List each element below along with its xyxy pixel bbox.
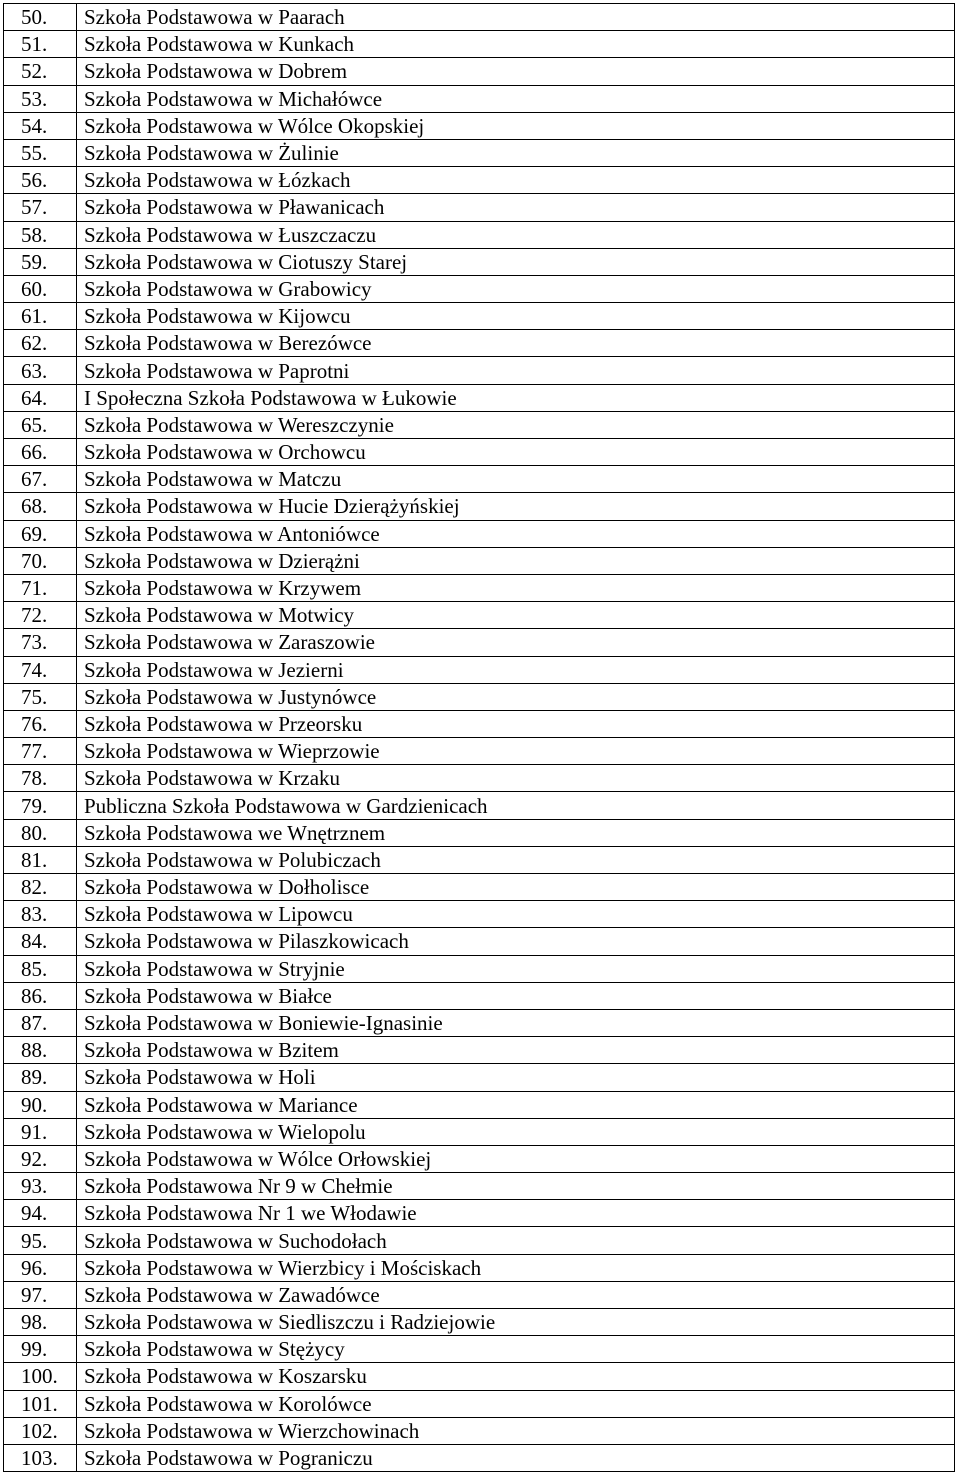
row-number: 84.: [4, 928, 77, 955]
school-name: Szkoła Podstawowa w Paarach: [77, 4, 955, 31]
row-number: 96.: [4, 1254, 77, 1281]
row-number: 51.: [4, 31, 77, 58]
table-row: [4, 411, 955, 438]
school-name: Szkoła Podstawowa w Dobrem: [77, 58, 955, 85]
row-number: 61.: [4, 303, 77, 330]
school-name: Szkoła Podstawowa w Bzitem: [77, 1037, 955, 1064]
school-name: Szkoła Podstawowa w Pograniczu: [77, 1444, 955, 1471]
row-number: 55.: [4, 139, 77, 166]
school-name: Szkoła Podstawowa w Siedliszczu i Radziejowie: [77, 1309, 955, 1336]
table-row: [4, 439, 955, 466]
school-name: Szkoła Podstawowa w Lipowcu: [77, 901, 955, 928]
table-row: [4, 167, 955, 194]
row-number: 100.: [4, 1363, 77, 1390]
row-number: 78.: [4, 765, 77, 792]
table-row: [4, 602, 955, 629]
school-name: Szkoła Podstawowa w Matczu: [77, 466, 955, 493]
school-name: Szkoła Podstawowa w Suchodołach: [77, 1227, 955, 1254]
table-row: [4, 629, 955, 656]
row-number: 69.: [4, 520, 77, 547]
school-name: Szkoła Podstawowa w Holi: [77, 1064, 955, 1091]
table-row: [4, 710, 955, 737]
school-name: Szkoła Podstawowa w Krzywem: [77, 574, 955, 601]
school-name: Szkoła Podstawowa w Białce: [77, 982, 955, 1009]
row-number: 92.: [4, 1145, 77, 1172]
row-number: 91.: [4, 1118, 77, 1145]
school-name: Szkoła Podstawowa w Łuszczaczu: [77, 221, 955, 248]
table-row: [4, 1118, 955, 1145]
school-name: Szkoła Podstawowa w Zaraszowie: [77, 629, 955, 656]
school-name: I Społeczna Szkoła Podstawowa w Łukowie: [77, 384, 955, 411]
table-row: [4, 1417, 955, 1444]
school-name: Szkoła Podstawowa w Koszarsku: [77, 1363, 955, 1390]
row-number: 50.: [4, 4, 77, 31]
row-number: 87.: [4, 1009, 77, 1036]
row-number: 64.: [4, 384, 77, 411]
school-name: Szkoła Podstawowa w Pławanicach: [77, 194, 955, 221]
table-row: [4, 1145, 955, 1172]
school-name: Szkoła Podstawowa w Dzierążni: [77, 547, 955, 574]
table-row: [4, 846, 955, 873]
table-row: [4, 466, 955, 493]
table-row: [4, 520, 955, 547]
row-number: 65.: [4, 411, 77, 438]
row-number: 81.: [4, 846, 77, 873]
school-name: Szkoła Podstawowa w Grabowicy: [77, 275, 955, 302]
school-name: Szkoła Podstawowa w Mariance: [77, 1091, 955, 1118]
row-number: 99.: [4, 1336, 77, 1363]
row-number: 93.: [4, 1173, 77, 1200]
school-name: Szkoła Podstawowa w Paprotni: [77, 357, 955, 384]
row-number: 62.: [4, 330, 77, 357]
table-row: [4, 955, 955, 982]
table-row: [4, 31, 955, 58]
school-name: Szkoła Podstawowa w Justynówce: [77, 683, 955, 710]
table-row: [4, 330, 955, 357]
row-number: 101.: [4, 1390, 77, 1417]
table-row: [4, 1064, 955, 1091]
table-row: [4, 982, 955, 1009]
school-name: Szkoła Podstawowa w Dołholisce: [77, 874, 955, 901]
row-number: 79.: [4, 792, 77, 819]
row-number: 53.: [4, 85, 77, 112]
table-row: [4, 1200, 955, 1227]
table-row: [4, 819, 955, 846]
row-number: 63.: [4, 357, 77, 384]
school-name: Szkoła Podstawowa w Żulinie: [77, 139, 955, 166]
row-number: 70.: [4, 547, 77, 574]
school-name: Szkoła Podstawowa w Przeorsku: [77, 710, 955, 737]
school-name: Szkoła Podstawowa w Wierzbicy i Mościskach: [77, 1254, 955, 1281]
table-row: [4, 792, 955, 819]
table-row: [4, 139, 955, 166]
row-number: 77.: [4, 738, 77, 765]
row-number: 71.: [4, 574, 77, 601]
school-list-body: [4, 4, 955, 1472]
table-row: [4, 112, 955, 139]
school-name: Szkoła Podstawowa w Zawadówce: [77, 1281, 955, 1308]
school-name: Szkoła Podstawowa w Wólce Okopskiej: [77, 112, 955, 139]
table-row: [4, 1173, 955, 1200]
school-name: Szkoła Podstawowa w Michałówce: [77, 85, 955, 112]
table-row: [4, 1091, 955, 1118]
row-number: 83.: [4, 901, 77, 928]
table-row: [4, 1390, 955, 1417]
table-row: [4, 1037, 955, 1064]
row-number: 102.: [4, 1417, 77, 1444]
row-number: 85.: [4, 955, 77, 982]
row-number: 94.: [4, 1200, 77, 1227]
table-row: [4, 221, 955, 248]
row-number: 58.: [4, 221, 77, 248]
table-row: [4, 357, 955, 384]
table-row: [4, 493, 955, 520]
school-name: Szkoła Podstawowa w Krzaku: [77, 765, 955, 792]
school-name: Szkoła Podstawowa w Wierzchowinach: [77, 1417, 955, 1444]
table-row: [4, 4, 955, 31]
row-number: 60.: [4, 275, 77, 302]
row-number: 86.: [4, 982, 77, 1009]
table-row: [4, 1336, 955, 1363]
school-name: Szkoła Podstawowa w Stężycy: [77, 1336, 955, 1363]
table-row: [4, 1254, 955, 1281]
row-number: 72.: [4, 602, 77, 629]
row-number: 88.: [4, 1037, 77, 1064]
school-name: Szkoła Podstawowa w Antoniówce: [77, 520, 955, 547]
school-name: Szkoła Podstawowa w Wielopolu: [77, 1118, 955, 1145]
table-row: [4, 1309, 955, 1336]
school-name: Szkoła Podstawowa Nr 9 w Chełmie: [77, 1173, 955, 1200]
row-number: 57.: [4, 194, 77, 221]
table-row: [4, 194, 955, 221]
school-name: Szkoła Podstawowa w Kunkach: [77, 31, 955, 58]
row-number: 59.: [4, 248, 77, 275]
row-number: 66.: [4, 439, 77, 466]
school-name: Szkoła Podstawowa w Ciotuszy Starej: [77, 248, 955, 275]
school-name: Szkoła Podstawowa w Orchowcu: [77, 439, 955, 466]
school-name: Szkoła Podstawowa w Jezierni: [77, 656, 955, 683]
table-row: [4, 738, 955, 765]
table-row: [4, 85, 955, 112]
table-row: [4, 683, 955, 710]
table-row: [4, 1363, 955, 1390]
row-number: 67.: [4, 466, 77, 493]
school-name: Szkoła Podstawowa w Polubiczach: [77, 846, 955, 873]
row-number: 89.: [4, 1064, 77, 1091]
school-name: Szkoła Podstawowa w Pilaszkowicach: [77, 928, 955, 955]
school-list-table: [3, 3, 955, 1472]
table-row: [4, 656, 955, 683]
school-name: Publiczna Szkoła Podstawowa w Gardzienicach: [77, 792, 955, 819]
row-number: 90.: [4, 1091, 77, 1118]
school-name: Szkoła Podstawowa w Berezówce: [77, 330, 955, 357]
row-number: 75.: [4, 683, 77, 710]
table-row: [4, 275, 955, 302]
school-name: Szkoła Podstawowa w Korolówce: [77, 1390, 955, 1417]
row-number: 95.: [4, 1227, 77, 1254]
row-number: 52.: [4, 58, 77, 85]
school-name: Szkoła Podstawowa w Wieprzowie: [77, 738, 955, 765]
table-row: [4, 1009, 955, 1036]
table-row: [4, 303, 955, 330]
table-row: [4, 1227, 955, 1254]
school-name: Szkoła Podstawowa w Łózkach: [77, 167, 955, 194]
table-row: [4, 765, 955, 792]
school-name: Szkoła Podstawowa w Wólce Orłowskiej: [77, 1145, 955, 1172]
row-number: 76.: [4, 710, 77, 737]
table-row: [4, 901, 955, 928]
school-name: Szkoła Podstawowa w Kijowcu: [77, 303, 955, 330]
school-name: Szkoła Podstawowa w Stryjnie: [77, 955, 955, 982]
row-number: 73.: [4, 629, 77, 656]
table-row: [4, 248, 955, 275]
table-row: [4, 547, 955, 574]
row-number: 98.: [4, 1309, 77, 1336]
table-row: [4, 1444, 955, 1471]
school-name: Szkoła Podstawowa w Hucie Dzierążyńskiej: [77, 493, 955, 520]
table-row: [4, 928, 955, 955]
row-number: 56.: [4, 167, 77, 194]
row-number: 68.: [4, 493, 77, 520]
school-name: Szkoła Podstawowa w Wereszczynie: [77, 411, 955, 438]
row-number: 74.: [4, 656, 77, 683]
school-name: Szkoła Podstawowa w Boniewie-Ignasinie: [77, 1009, 955, 1036]
table-row: [4, 384, 955, 411]
school-name: Szkoła Podstawowa we Wnętrznem: [77, 819, 955, 846]
row-number: 80.: [4, 819, 77, 846]
row-number: 97.: [4, 1281, 77, 1308]
table-row: [4, 874, 955, 901]
table-row: [4, 1281, 955, 1308]
school-name: Szkoła Podstawowa Nr 1 we Włodawie: [77, 1200, 955, 1227]
table-row: [4, 58, 955, 85]
row-number: 103.: [4, 1444, 77, 1471]
row-number: 82.: [4, 874, 77, 901]
table-row: [4, 574, 955, 601]
row-number: 54.: [4, 112, 77, 139]
school-name: Szkoła Podstawowa w Motwicy: [77, 602, 955, 629]
